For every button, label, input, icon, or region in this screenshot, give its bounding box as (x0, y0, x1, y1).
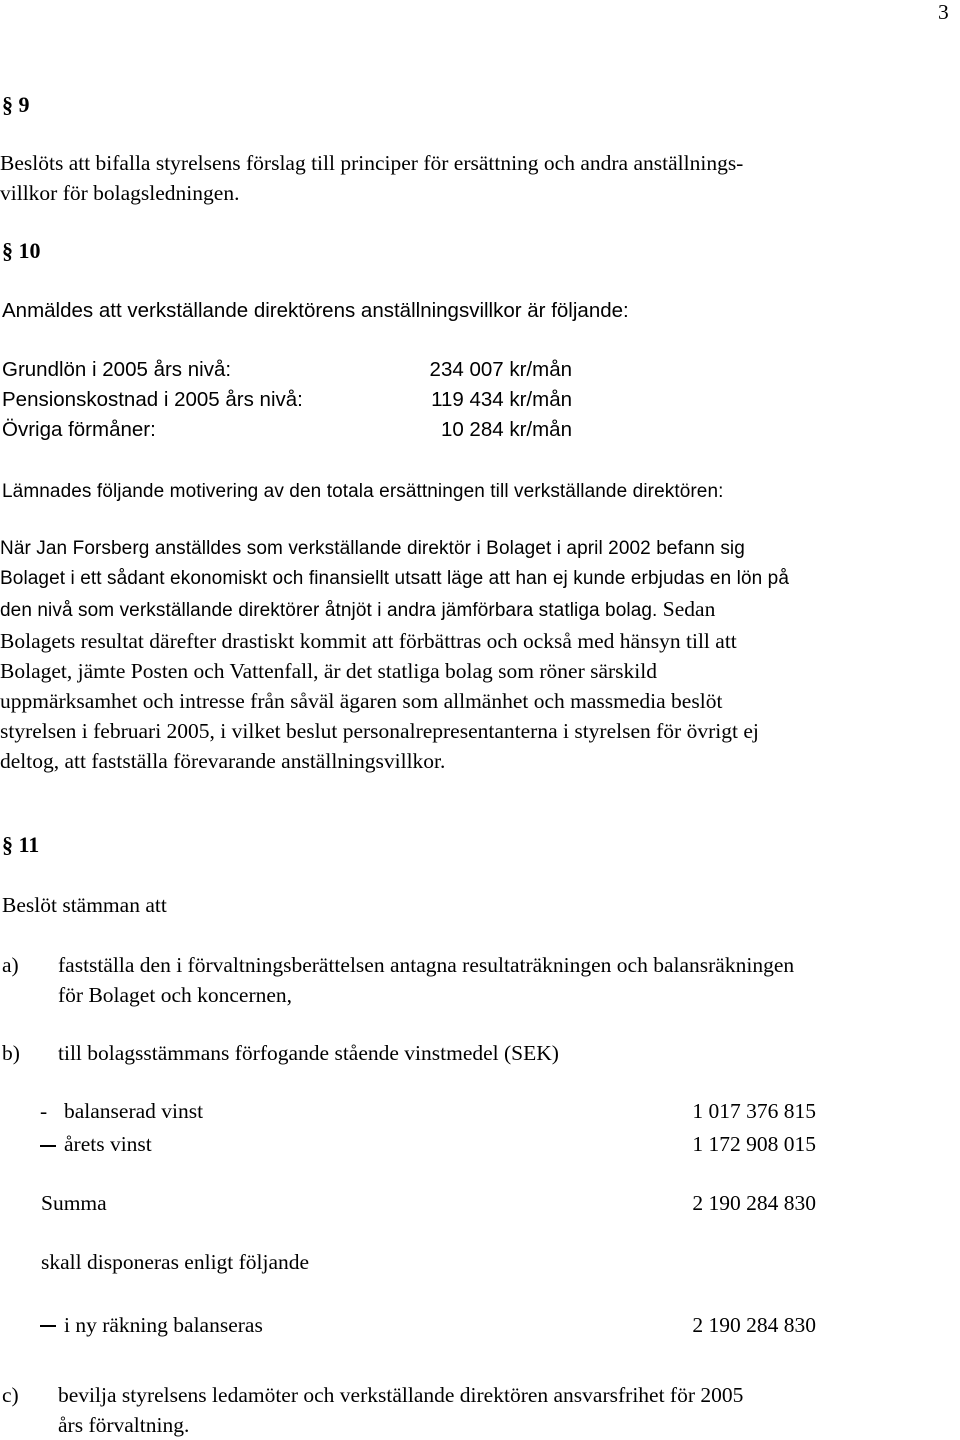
compensation-label-pension: Pensionskostnad i 2005 års nivå: (2, 388, 303, 411)
item-c-line: års förvaltning. (58, 1413, 190, 1437)
motivation-line: den nivå som verkställande direktörer åtnjöt i andra jämförbara statliga bolag. (0, 600, 658, 621)
item-a-marker: a) (2, 953, 19, 977)
item-b-text: till bolagsstämmans förfogande stående vinstmedel (SEK) (58, 1041, 559, 1065)
compensation-value-other-benefits: 10 284 kr/mån (440, 418, 572, 441)
compensation-value-base-salary: 234 007 kr/mån (429, 358, 572, 381)
section-11-intro: Beslöt stämman att (2, 893, 167, 917)
motivation-line-continuation: Sedan (662, 597, 716, 621)
ledger-sum-value: 2 190 284 830 (692, 1191, 816, 1215)
item-a-line: för Bolaget och koncernen, (58, 983, 293, 1007)
item-a-text (58, 950, 794, 1010)
section-10-heading: § 10 (2, 238, 41, 263)
motivation-line: Bolaget, jämte Posten och Vattenfall, är det statliga bolag som röner särskild (0, 659, 657, 683)
ledger-sum-label: Summa (41, 1191, 107, 1215)
ledger-dispose-text: skall disponeras enligt följande (41, 1250, 310, 1274)
ledger-row-value-annual-profit: 1 172 908 015 (692, 1132, 816, 1156)
motivation-line-mixed (0, 594, 958, 626)
item-c-marker: c) (2, 1383, 19, 1407)
section-9-line: villkor för bolagsledningen. (0, 181, 240, 205)
ledger-row-label-retained-earnings: balanserad vinst (64, 1099, 204, 1123)
section-10-intro: Anmäldes att verkställande direktörens anställningsvillkor är följande: (2, 299, 629, 322)
item-c-line: bevilja styrelsens ledamöter och verkställande direktören ansvarsfrihet för 2005 (58, 1383, 744, 1407)
motivation-line: deltog, att fastställa förevarande anställningsvillkor. (0, 749, 446, 773)
section-11-heading: § 11 (2, 832, 40, 857)
motivation-line: Bolagets resultat därefter drastiskt kommit att förbättras och också med hänsyn till att (0, 629, 737, 653)
section-9-text (0, 148, 958, 208)
ledger-row-value-retained-earnings: 1 017 376 815 (692, 1099, 816, 1123)
motivation-line: uppmärksamhet och intresse från såväl ägaren som allmänhet och massmedia beslöt (0, 689, 723, 713)
motivation-line: När Jan Forsberg anställdes som verkställande direktör i Bolaget i april 2002 befann sig (0, 538, 745, 559)
page-number: 3 (938, 0, 949, 24)
ledger-row-value-carried-forward: 2 190 284 830 (692, 1313, 816, 1337)
motivation-line: Bolaget i ett sådant ekonomiskt och finansiellt utsatt läge att han ej kunde erbjudas en lön på (0, 568, 790, 589)
compensation-value-pension: 119 434 kr/mån (431, 388, 572, 411)
ledger-row-dash: - (40, 1099, 48, 1123)
compensation-label-other-benefits: Övriga förmåner: (2, 418, 156, 441)
item-b-marker: b) (2, 1041, 20, 1065)
motivation-title: Lämnades följande motivering av den totala ersättningen till verkställande direktören: (2, 481, 724, 502)
section-9-line: Beslöts att bifalla styrelsens förslag till principer för ersättning och andra anställnings- (0, 151, 744, 175)
item-c-text (58, 1380, 743, 1440)
motivation-text (0, 534, 958, 776)
ledger-dash-line (40, 1325, 56, 1327)
section-9-heading: § 9 (2, 92, 30, 117)
compensation-label-base-salary: Grundlön i 2005 års nivå: (2, 358, 232, 381)
ledger-row-label-annual-profit: årets vinst (64, 1132, 152, 1156)
item-a-line: fastställa den i förvaltningsberättelsen antagna resultaträkningen och balansräkningen (58, 953, 795, 977)
ledger-row-label-carried-forward: i ny räkning balanseras (64, 1313, 263, 1337)
motivation-line: styrelsen i februari 2005, i vilket beslut personalrepresentanterna i styrelsen för övrigt ej (0, 719, 759, 743)
ledger-dash-line (40, 1145, 56, 1147)
